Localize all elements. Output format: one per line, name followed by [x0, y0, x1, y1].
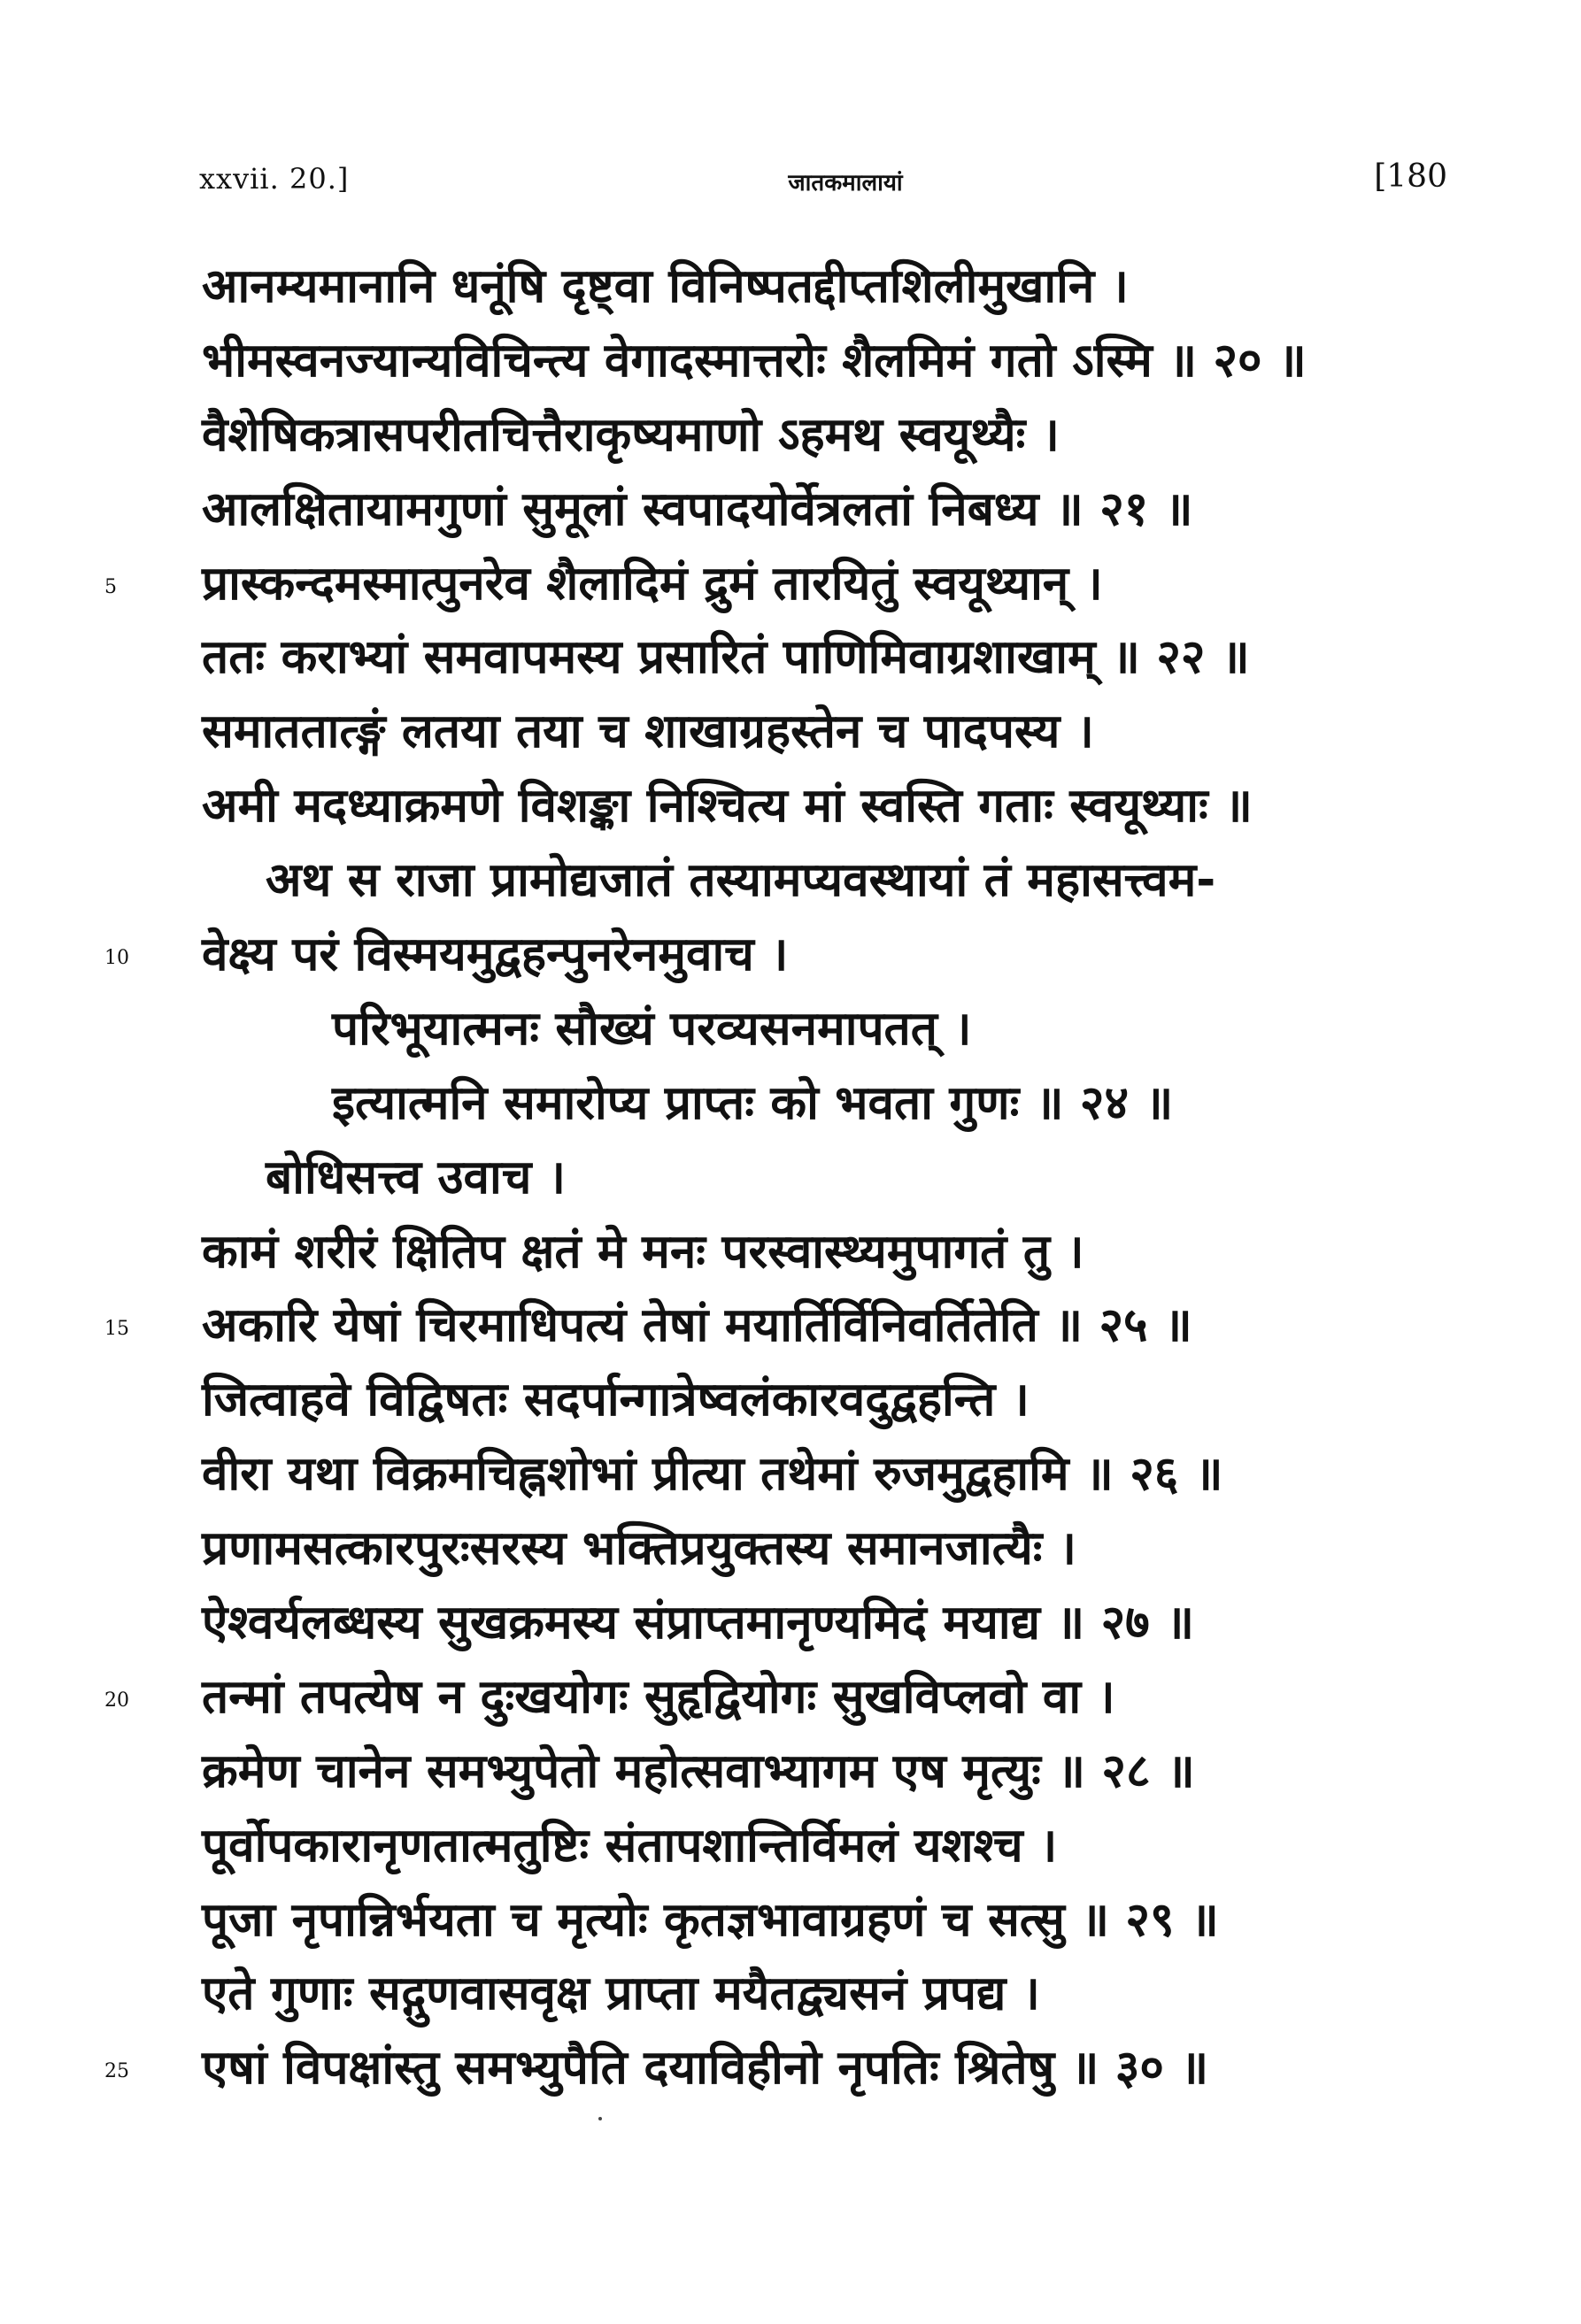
- line-text: परिभूयात्मनः सौख्यं परव्यसनमापतत् ।: [332, 1001, 972, 1056]
- line-text: प्रास्कन्दमस्मात्पुनरेव शैलादिमं द्रुमं तारयितुं स्वयूथ्यान् ।: [202, 556, 1103, 611]
- line-text: समाततात्ङ्गं लतया तया च शाखाग्रहस्तेन च पादपस्य ।: [202, 704, 1094, 759]
- line-text: एते गुणाः सद्गुणवासवृक्ष प्राप्ता मयैतद्व्यसनं प्रपद्य ।: [202, 1966, 1040, 2021]
- text-line: [133, 1066, 1452, 1141]
- line-text: पूर्वोपकारानृणतात्मतुष्टिः संतापशान्तिर्विमलं यशश्च ।: [202, 1818, 1058, 1873]
- line-text: बोधिसत्त्व उवाच ।: [266, 1150, 566, 1204]
- text-line: [104, 918, 1452, 992]
- line-text: वैशेषिकत्रासपरीतचित्तैराकृष्यमाणो ऽहमथ स्वयूथ्यैः ।: [202, 407, 1060, 462]
- line-text: इत्यात्मनि समारोप्य प्राप्तः को भवता गुणः ॥ २४ ॥: [332, 1075, 1174, 1130]
- text-line: [133, 1883, 1452, 1958]
- text-line: [133, 1363, 1452, 1437]
- line-text: एषां विपक्षांस्तु समभ्युपैति दयाविहीनो नृपतिः श्रितेषु ॥ ३० ॥: [202, 2041, 1209, 2096]
- line-text: ततः कराभ्यां समवापमस्य प्रसारितं पाणिमिवाग्रशाखाम् ॥ २२ ॥: [202, 630, 1250, 685]
- line-text: जित्वाहवे विद्विषतः सदर्पान्गात्रेष्वलंकारवदुद्वहन्ति ।: [202, 1373, 1030, 1427]
- line-text: आनम्यमानानि धनूंषि दृष्ट्वा विनिष्पतद्दीप्तशिलीमुखानि ।: [202, 259, 1129, 313]
- line-text: पूजा नृपान्निर्भयता च मृत्योः कृतज्ञभावाग्रहणं च सत्सु ॥ २९ ॥: [202, 1892, 1219, 1947]
- text-line: [133, 843, 1452, 918]
- text-line: [133, 1957, 1452, 2031]
- text-line: [133, 992, 1452, 1066]
- text-line: [104, 1289, 1452, 1363]
- running-title: जातकमालायां: [788, 170, 903, 196]
- text-line: [133, 473, 1452, 547]
- text-line: [133, 1437, 1452, 1512]
- line-text: वेक्ष्य परं विस्मयमुद्वहन्पुनरेनमुवाच ।: [202, 927, 789, 982]
- line-text: तन्मां तपत्येष न दुःखयोगः सुहृद्वियोगः सुखविप्लवो वा ।: [202, 1669, 1115, 1724]
- text-line: [133, 620, 1452, 695]
- text-line: [133, 769, 1452, 843]
- text-line: [104, 2031, 1452, 2105]
- text-line: [104, 547, 1452, 621]
- text-line: [133, 1141, 1452, 1215]
- line-text: क्रमेण चानेन समभ्युपेतो महोत्सवाभ्यागम एष मृत्युः ॥ २८ ॥: [202, 1743, 1195, 1798]
- line-text: भीमस्वनज्यान्यविचिन्त्य वेगादस्मात्तरोः शैलमिमं गतो ऽस्मि ॥ २० ॥: [202, 333, 1307, 388]
- text-line: [133, 324, 1452, 398]
- line-text: प्रणामसत्कारपुरःसरस्य भक्तिप्रयुक्तस्य समानजात्यैः ।: [202, 1521, 1076, 1576]
- line-text: अथ स राजा प्रामोद्यजातं तस्यामप्यवस्थायां तं महासत्त्वम-: [266, 853, 1216, 908]
- page-header: [199, 155, 1447, 208]
- text-line: [133, 695, 1452, 769]
- line-text: अमी मदध्याक्रमणे विशङ्का निश्चित्य मां स्वस्ति गताः स्वयूथ्याः ॥: [202, 779, 1253, 834]
- line-text: कामं शरीरं क्षितिप क्षतं मे मनः परस्वास्थ्यमुपागतं तु ।: [202, 1224, 1084, 1279]
- line-number: 10: [104, 947, 129, 970]
- print-speck: [598, 2117, 602, 2120]
- line-text: आलक्षितायामगुणां सुमूलां स्वपादयोर्वेत्रलतां निबध्य ॥ २१ ॥: [202, 481, 1193, 536]
- page-number: [180: [1374, 158, 1447, 195]
- line-number: 25: [104, 2060, 129, 2083]
- line-number: 20: [104, 1689, 129, 1712]
- verse-text-block: [104, 250, 1452, 2105]
- line-text: वीरा यथा विक्रमचिह्नशोभां प्रीत्या तथेमां रुजमुद्वहामि ॥ २६ ॥: [202, 1447, 1223, 1502]
- text-line: [133, 1586, 1452, 1660]
- text-line: [133, 250, 1452, 324]
- text-line: [104, 1660, 1452, 1735]
- line-number: 15: [104, 1318, 129, 1341]
- text-line: [133, 1215, 1452, 1289]
- line-number: 5: [104, 575, 117, 598]
- text-line: [133, 1735, 1452, 1809]
- line-text: अकारि येषां चिरमाधिपत्यं तेषां मयार्तिर्विनिवर्तितेति ॥ २५ ॥: [202, 1298, 1192, 1353]
- text-line: [133, 1809, 1452, 1883]
- text-line: [133, 398, 1452, 473]
- text-line: [133, 1512, 1452, 1586]
- section-reference: xxvii. 20.]: [199, 162, 350, 196]
- line-text: ऐश्वर्यलब्धस्य सुखक्रमस्य संप्राप्तमानृण्यमिदं मयाद्य ॥ २७ ॥: [202, 1596, 1194, 1651]
